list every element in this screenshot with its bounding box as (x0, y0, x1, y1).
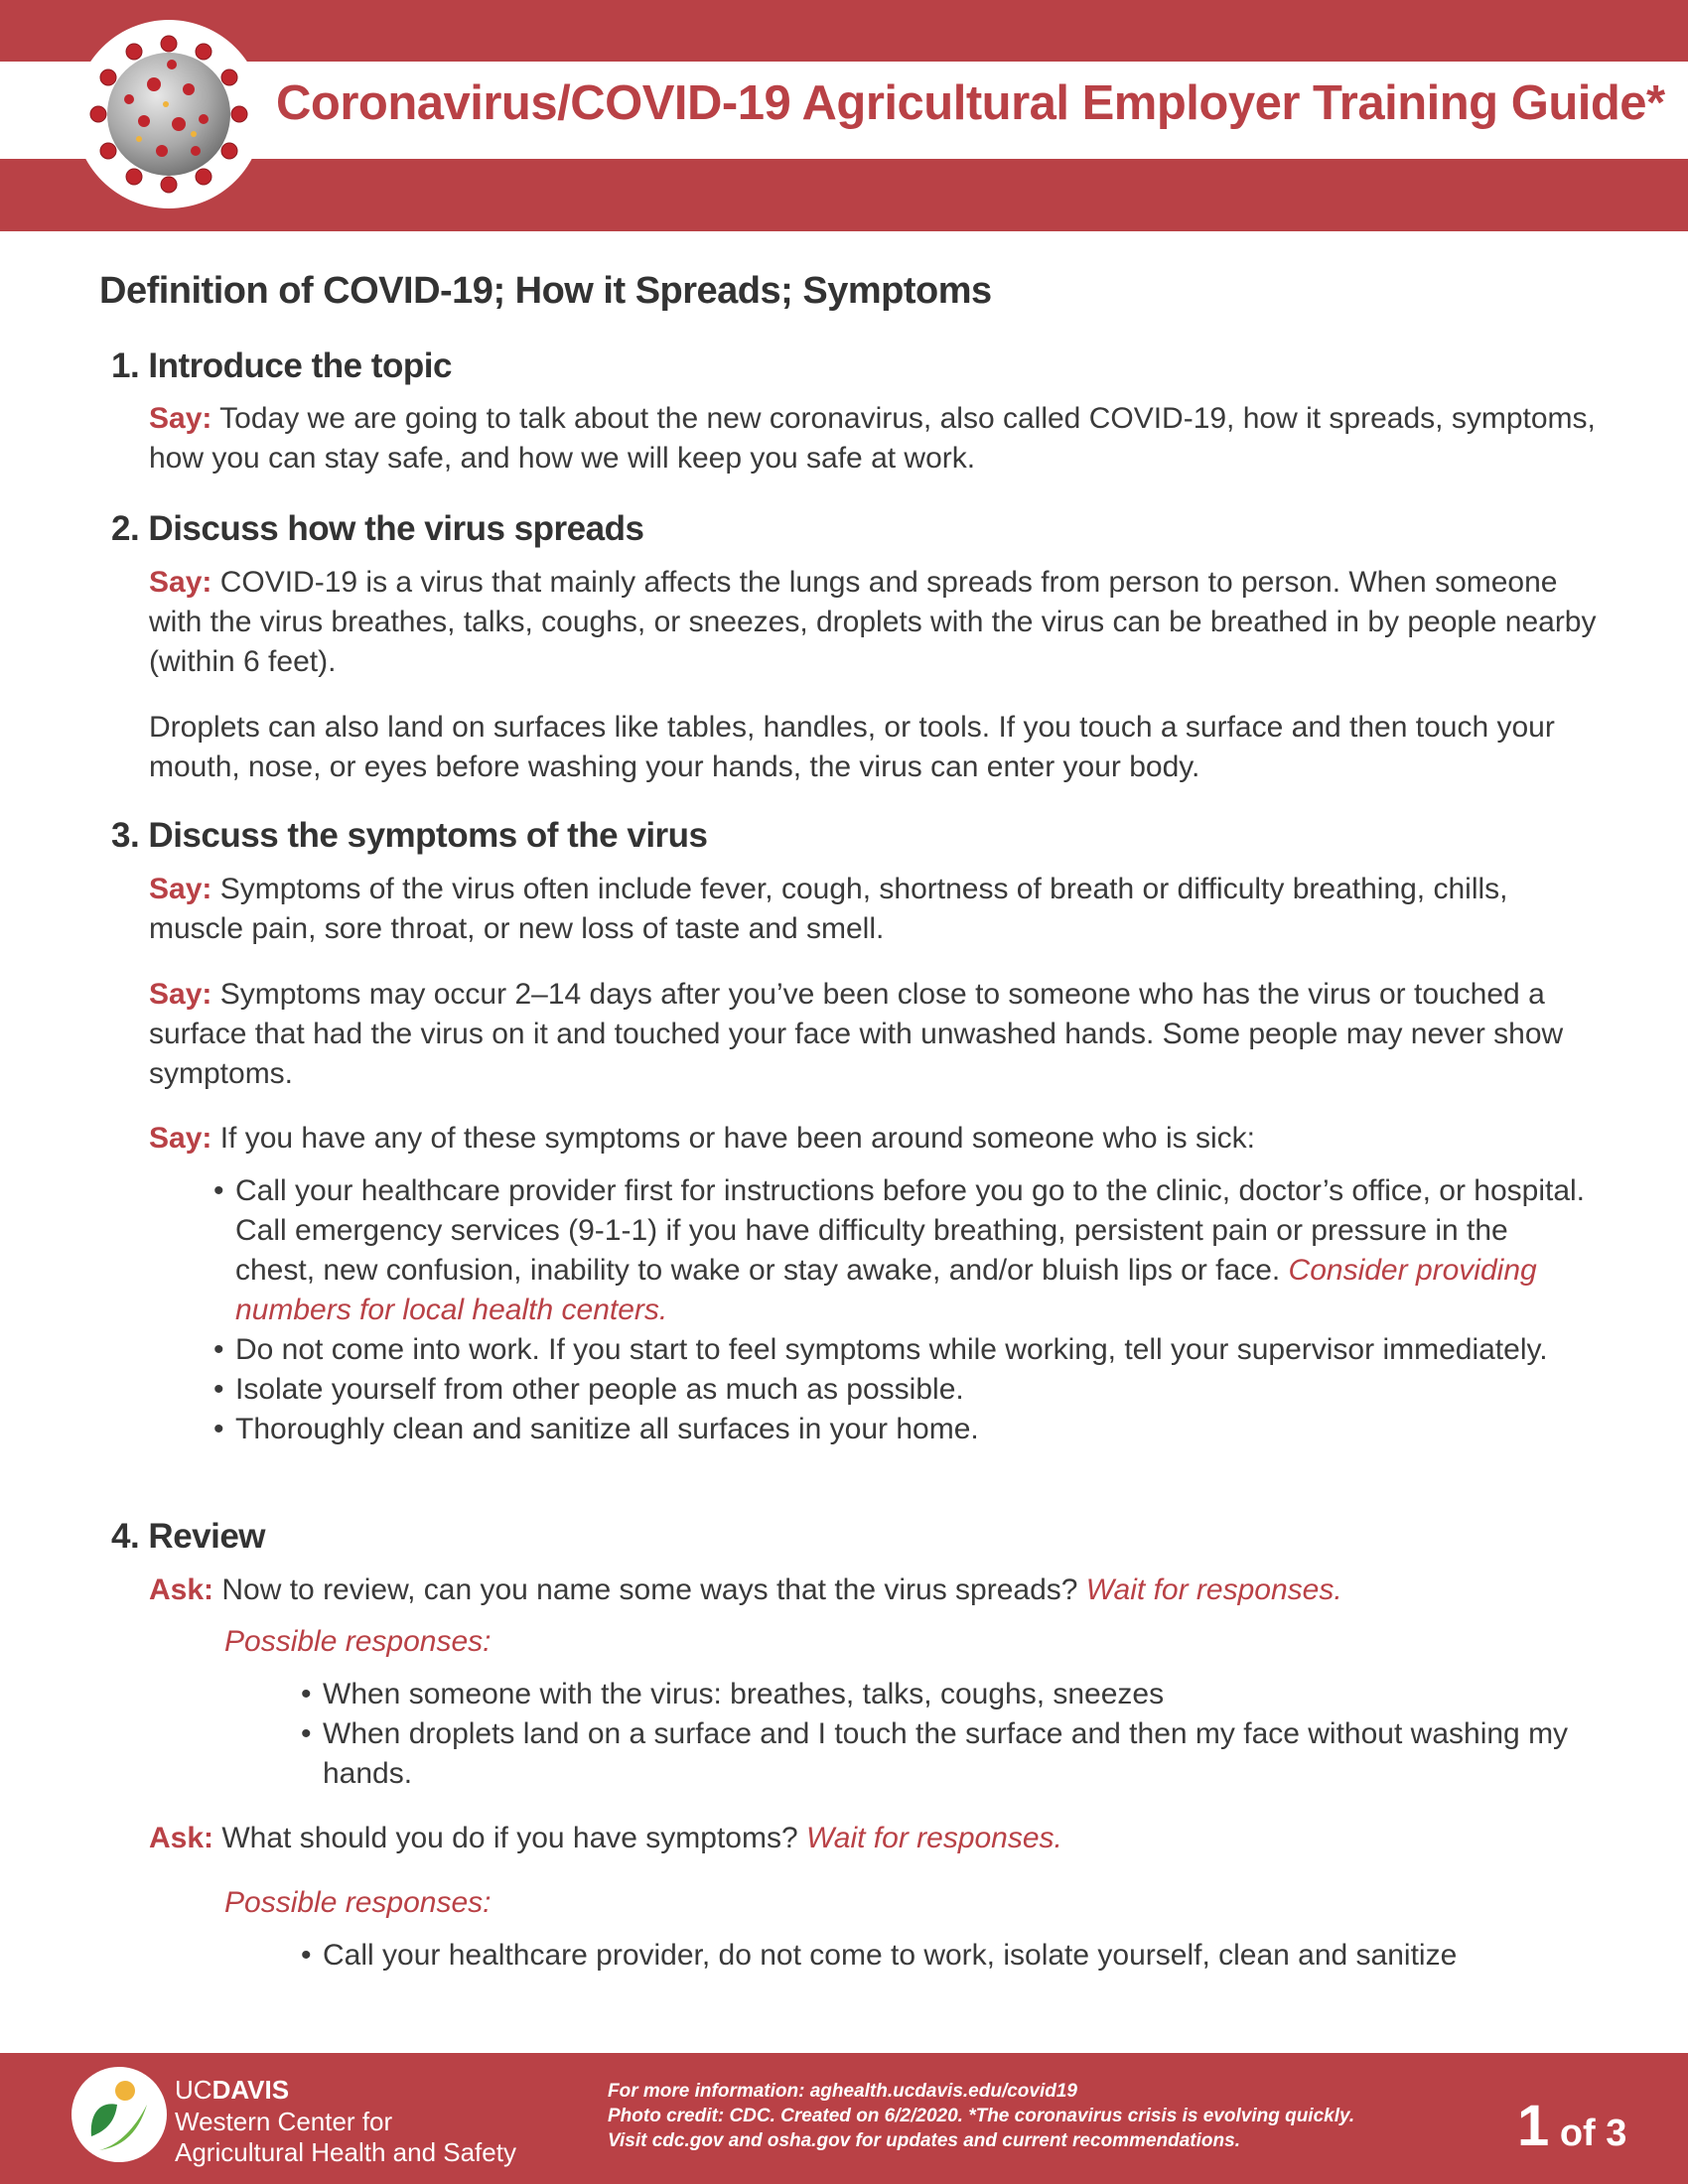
paragraph-text: Symptoms of the virus often include fever, cough, shortness of breath or difficulty breathing, chills, muscle pain, sore throat, or new loss of taste and smell. (149, 873, 1508, 945)
review-ask-1: Ask: Now to review, can you name some ways that the virus spreads? Wait for responses. (149, 1573, 1342, 1606)
footer-info: For more information: aghealth.ucdavis.edu/covid19 Photo credit: CDC. Created on 6/2/2020. *The coronavirus crisis is evolving quickly. Visit cdc.gov and osha.gov for updates and current recommendations. (608, 2081, 1355, 2151)
step-3-heading: 3. Discuss the symptoms of the virus (111, 816, 708, 855)
section-title: Definition of COVID-19; How it Spreads; Symptoms (99, 270, 992, 312)
paragraph-text: If you have any of these symptoms or have been around someone who is sick: (211, 1122, 1255, 1155)
list-item: • Call your healthcare provider, do not come to work, isolate yourself, clean and sanitize (301, 1939, 1458, 1972)
symptom-actions-list (213, 1171, 1586, 1449)
note-text: Wait for responses. (806, 1822, 1062, 1854)
say-label: Say: (149, 402, 212, 435)
review-responses-list-1 (301, 1675, 1574, 1794)
note-text: Wait for responses. (1085, 1573, 1342, 1606)
step-3-say-3 (149, 1119, 1599, 1159)
ucdavis-wordmark: UCDAVIS (175, 2075, 290, 2105)
say-label: Say: (149, 873, 212, 905)
step-1-heading: 1. Introduce the topic (111, 346, 452, 385)
list-item: • Do not come into work. If you start to feel symptoms while working, tell your supervisor immediately. (213, 1333, 1548, 1366)
step-1-say (149, 399, 1599, 478)
paragraph-text: Today we are going to talk about the new coronavirus, also called COVID-19, how it spreads, symptoms, how you can stay safe, and how we will keep you safe at work. (149, 402, 1596, 475)
list-item: • Call your healthcare provider first for instructions before you go to the clinic, doctor’s office, or hospital. Call emergency services (9-1-1) if you have difficulty breathing, persistent pain or pressure in the chest, new confusion, inability to wake or stay awake, and/or bluish lips or face. Consider providing numbers for local health centers. (213, 1174, 1586, 1326)
header-band-top (0, 0, 1688, 62)
possible-responses-label-2: Possible responses: (224, 1886, 492, 1919)
list-item: • Isolate yourself from other people as much as possible. (213, 1373, 964, 1406)
header-band-bottom (0, 159, 1688, 231)
ask-label: Ask: (149, 1573, 214, 1606)
ucdavis-leaf-logo-icon (70, 2065, 169, 2164)
review-ask-2: Ask: What should you do if you have symptoms? Wait for responses. (149, 1822, 1062, 1854)
document-title: Coronavirus/COVID-19 Agricultural Employer Training Guide* (276, 76, 1665, 130)
review-responses-list-2 (301, 1936, 1614, 1976)
step-2-droplets-paragraph (149, 708, 1599, 787)
paragraph-text: COVID-19 is a virus that mainly affects the lungs and spreads from person to person. When someone with the virus breathes, talks, coughs, or sneezes, droplets with the virus can be breathed in by people nearby (within 6 feet). (149, 566, 1597, 678)
step-3-say-2 (149, 975, 1599, 1094)
step-3-say-1 (149, 870, 1599, 949)
say-label: Say: (149, 566, 212, 599)
note-text: Consider providing numbers for local health centers. (235, 1254, 1537, 1326)
coronavirus-icon (84, 30, 253, 199)
page-number: 1 of 3 (1517, 2094, 1627, 2158)
list-item: • When someone with the virus: breathes, talks, coughs, sneezes (301, 1678, 1165, 1710)
ask-label: Ask: (149, 1822, 214, 1854)
step-4-heading: 4. Review (111, 1517, 266, 1556)
paragraph-text: Symptoms may occur 2–14 days after you’ve been close to someone who has the virus or touched a surface that had the virus on it and touched your face with unwashed hands. Some people may never show symptoms. (149, 978, 1564, 1090)
say-label: Say: (149, 978, 212, 1011)
list-item: • When droplets land on a surface and I touch the surface and then my face without washing my hands. (301, 1717, 1569, 1790)
step-2-heading: 2. Discuss how the virus spreads (111, 509, 644, 548)
say-label: Say: (149, 1122, 212, 1155)
possible-responses-label-1: Possible responses: (224, 1625, 492, 1658)
org-name: Western Center for Agricultural Health and Safety (175, 2107, 516, 2167)
paragraph-text: Droplets can also land on surfaces like tables, handles, or tools. If you touch a surface and then touch your mouth, nose, or eyes before washing your hands, the virus can enter your body. (149, 711, 1555, 783)
step-2-say (149, 563, 1599, 682)
list-item: • Thoroughly clean and sanitize all surfaces in your home. (213, 1413, 979, 1445)
